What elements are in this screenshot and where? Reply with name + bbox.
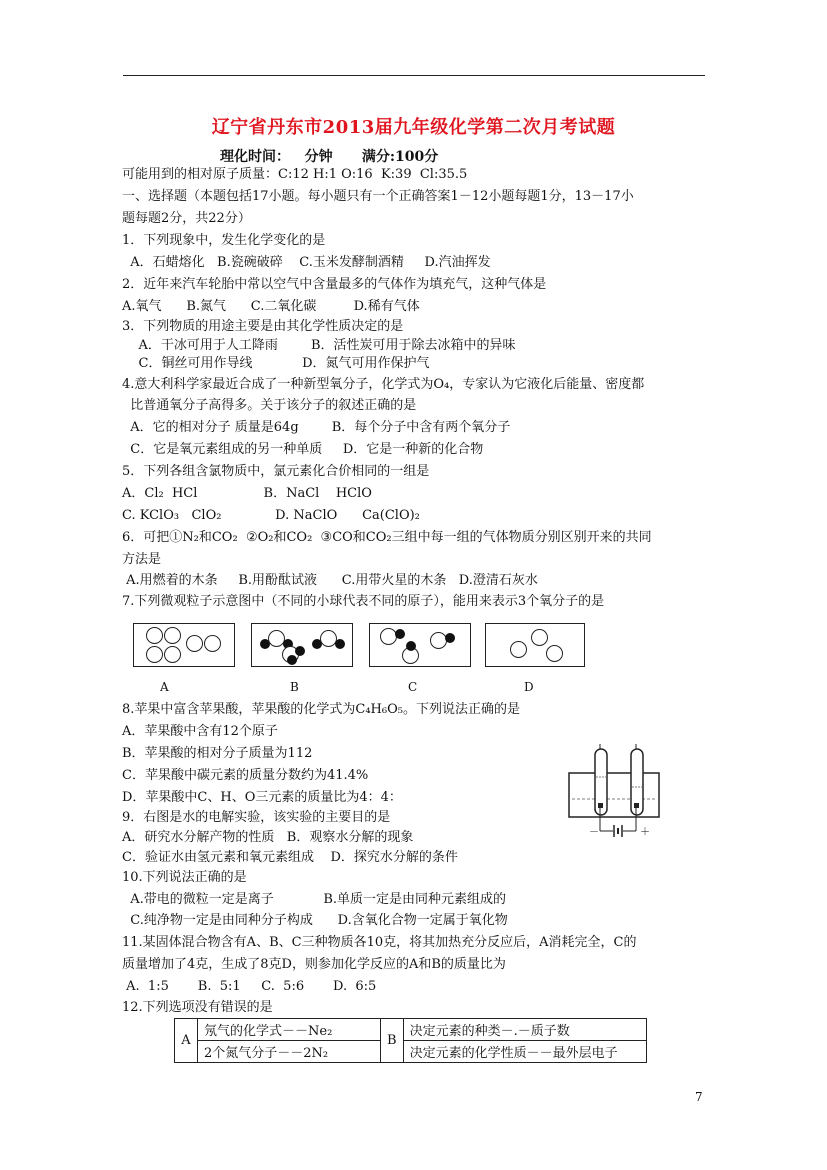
exam-subtitle: 理化时间： 分钟 满分:100分 [220, 149, 439, 165]
question-11-options: A. 1:5 B. 5:1 C. 5:6 D. 6:5 [122, 979, 377, 994]
question-6-cont: 方法是 [122, 552, 162, 567]
question-12: 12.下列选项没有错误的是 [122, 1000, 273, 1015]
question-4-options: C．它是氧元素组成的另一种单质 D．它是一种新的化合物 [122, 442, 484, 457]
question-9-options: A．研究水分解产物的性质 B．观察水分解的现象 [122, 830, 414, 845]
question-8: 8.苹果中富含苹果酸，苹果酸的化学式为C₄H₆O₅。下列说法正确的是 [122, 702, 520, 717]
question-4: 4.意大利科学家最近合成了一种新型氧分子，化学式为O₄，专家认为它液化后能量、密度都 [122, 377, 645, 392]
question-5-options: C. KClO₃ ClO₂ D. NaClO Ca(ClO)₂ [122, 508, 420, 523]
question-8-option-d: D．苹果酸中C、H、O三元素的质量比为4：4： [122, 790, 402, 805]
question-3-options: C．铜丝可用作导线 D．氮气可用作保护气 [122, 356, 430, 371]
question-1-options: A．石蜡熔化 B.瓷碗破碎 C.玉米发酵制酒精 D.汽油挥发 [122, 255, 491, 270]
table-cell: 决定元素的化学性质－－最外层电子 [403, 1041, 646, 1063]
question-10-options: C.纯净物一定是由同种分子构成 D.含氧化合物一定属于氧化物 [122, 913, 508, 928]
header-rule [123, 75, 705, 76]
diagram-label-b: B [290, 680, 299, 694]
question-7: 7.下列微观粒子示意图中（不同的小球代表不同的原子），能用来表示3个氧分子的是 [122, 594, 605, 609]
electrolysis-diagram [567, 743, 667, 843]
question-6-options: A.用燃着的木条 B.用酚酞试液 C.用带火星的木条 D.澄清石灰水 [122, 573, 538, 588]
diagram-label-a: A [160, 680, 169, 694]
question-11-cont: 质量增加了4克，生成了8克D，则参加化学反应的A和B的质量比为 [122, 957, 506, 972]
question-6: 6．可把①N₂和CO₂ ②O₂和CO₂ ③CO和CO₂三组中每一组的气体物质分别区别开来的共同 [122, 530, 652, 545]
table-cell: 决定元素的种类－.－质子数 [403, 1019, 646, 1041]
question-9-options: C．验证水由氢元素和氧元素组成 D．探究水分解的条件 [122, 850, 458, 865]
question-4-options: A．它的相对分子 质量是64g B．每个分子中含有两个氧分子 [122, 420, 511, 435]
question-5: 5．下列各组含氯物质中，氯元素化合价相同的一组是 [122, 464, 430, 479]
question-10: 10.下列说法正确的是 [122, 870, 247, 885]
page-title: 辽宁省丹东市2013届九年级化学第二次月考试题 [211, 117, 616, 138]
particle-diagram-c [369, 623, 471, 667]
question-2: 2．近年来汽车轮胎中常以空气中含量最多的气体作为填充气，这种气体是 [122, 277, 547, 292]
question-11: 11.某固体混合物含有A、B、C三种物质各10克，将其加热充分反应后，A消耗完全，C的 [122, 935, 637, 950]
question-8-option-b: B．苹果酸的相对分子质量为112 [122, 746, 313, 761]
diagram-label-c: C [408, 680, 418, 694]
particle-diagram-d [485, 623, 585, 667]
question-12-table [174, 1018, 647, 1063]
question-8-option-a: A．苹果酸中含有12个原子 [122, 724, 278, 739]
table-cell: 氖气的化学式－－Ne₂ [198, 1019, 381, 1041]
diagram-label-d: D [524, 680, 534, 694]
question-3: 3．下列物质的用途主要是由其化学性质决定的是 [122, 319, 404, 334]
question-1: 1．下列现象中，发生化学变化的是 [122, 233, 326, 248]
question-4-cont: 比普通氧分子高得多。关于该分子的叙述正确的是 [122, 398, 417, 413]
section-heading: 一、选择题（本题包括17小题。每小题只有一个正确答案1－12小题每题1分，13－17小 [122, 189, 634, 204]
table-cell-b: B [381, 1019, 404, 1063]
negative-terminal: － [589, 827, 599, 838]
table-cell-a: A [175, 1019, 198, 1063]
page-number: 7 [695, 1090, 703, 1104]
particle-diagram-a [133, 623, 235, 667]
line: 题每题2分，共22分） [122, 211, 251, 226]
question-3-options: A．干冰可用于人工降雨 B．活性炭可用于除去冰箱中的异味 [122, 338, 516, 353]
particle-diagram-b [251, 623, 353, 667]
table-cell: 2个氮气分子－－2N₂ [198, 1041, 381, 1063]
question-2-options: A.氧气 B.氮气 C.二氧化碳 D.稀有气体 [122, 299, 420, 314]
question-9: 9．右图是水的电解实验，该实验的主要目的是 [122, 810, 391, 825]
question-5-options: A．Cl₂ HCl B．NaCl HClO [122, 486, 372, 501]
positive-terminal: ＋ [640, 827, 650, 838]
line: 可能用到的相对原子质量：C:12 H:1 O:16 K:39 Cl:35.5 [122, 167, 468, 182]
question-10-options: A.带电的微粒一定是离子 B.单质一定是由同种元素组成的 [122, 892, 507, 907]
question-8-option-c: C．苹果酸中碳元素的质量分数约为41.4% [122, 768, 369, 783]
